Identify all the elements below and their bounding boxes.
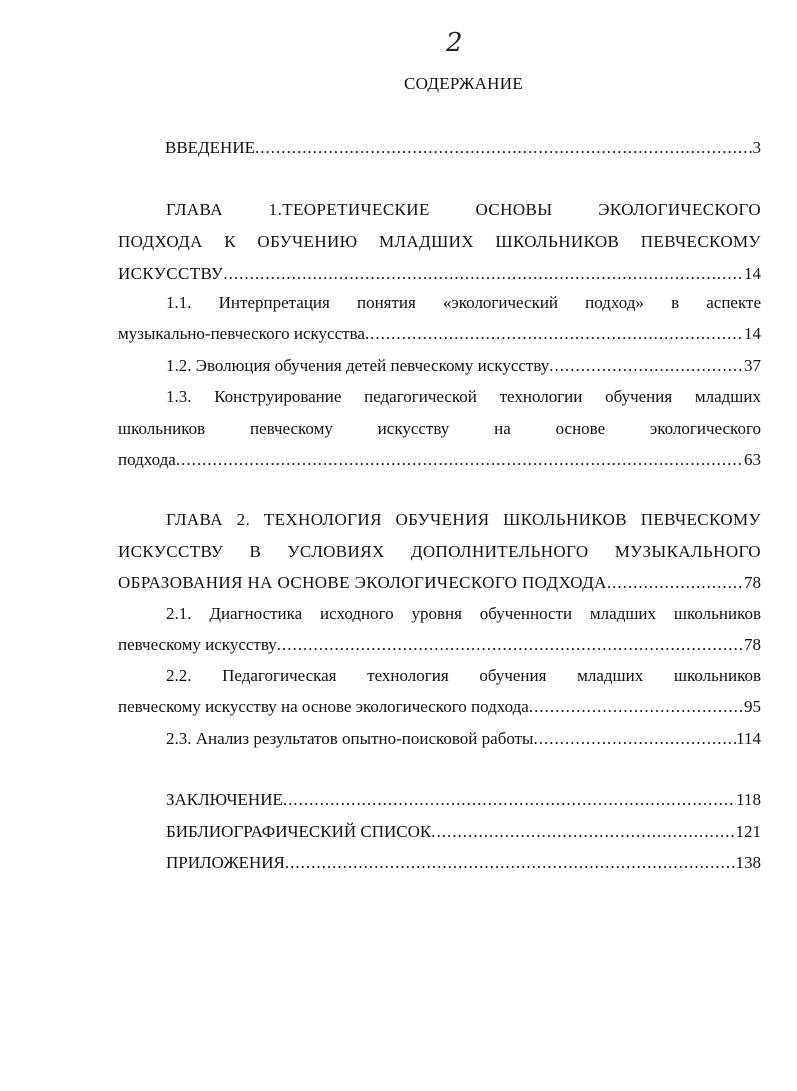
toc-label: певческому искусству [118,635,277,654]
leader-dots [223,262,744,286]
section-line: школьников певческому искусству на основе экологического [118,419,761,438]
leader-dots [285,851,736,875]
page-title: СОДЕРЖАНИЕ [403,74,524,93]
toc-label: ВВЕДЕНИЕ [165,138,255,157]
toc-entry-section-2-2 [118,695,761,719]
toc-entry-conclusion [166,788,761,812]
leader-dots [283,788,736,812]
toc-entry-appendices [166,851,761,875]
toc-label: музыкально-певческого искусства [118,324,365,343]
leader-dots [277,633,744,657]
leader-dots [533,727,736,751]
toc-entry-section-1-1 [118,322,761,346]
toc-page: 114 [736,729,761,748]
toc-label: ПРИЛОЖЕНИЯ [166,853,285,872]
chapter-title-line: ГЛАВА 1.ТЕОРЕТИЧЕСКИЕ ОСНОВЫ ЭКОЛОГИЧЕСКОГО [166,200,761,219]
toc-page: 78 [744,635,761,654]
toc-entry-section-1-2 [166,354,761,378]
section-line: 1.1. Интерпретация понятия «экологический подход» в аспекте [166,293,761,312]
toc-label: подхода [118,450,176,469]
toc-label: ОБРАЗОВАНИЯ НА ОСНОВЕ ЭКОЛОГИЧЕСКОГО ПОДХОДА [118,573,607,592]
section-line: 2.2. Педагогическая технология обучения младших школьников [166,666,761,685]
toc-page: 63 [744,450,761,469]
toc-page: 14 [744,324,761,343]
leader-dots [431,820,735,844]
leader-dots [529,695,744,719]
leader-dots [607,571,744,595]
toc-entry-chapter-1 [118,262,761,286]
chapter-title-line: ПОДХОДА К ОБУЧЕНИЮ МЛАДШИХ ШКОЛЬНИКОВ ПЕВЧЕСКОМУ [118,232,761,251]
toc-page: 95 [744,697,761,716]
toc-label: 1.2. Эволюция обучения детей певческому искусству [166,356,550,375]
toc-page: 3 [752,138,761,157]
toc-entry-chapter-2 [118,571,761,595]
toc-page: 118 [736,790,761,809]
toc-label: 2.3. Анализ результатов опытно-поисковой работы [166,729,534,748]
section-line: 1.3. Конструирование педагогической технологии обучения младших [166,387,761,406]
toc-label: ИСКУССТВУ [118,264,224,283]
chapter-title-line: ИСКУССТВУ В УСЛОВИЯХ ДОПОЛНИТЕЛЬНОГО МУЗЫКАЛЬНОГО [118,542,761,561]
leader-dots [255,136,753,160]
toc-entry-section-2-1 [118,633,761,657]
toc-page: 37 [744,356,761,375]
toc-label: БИБЛИОГРАФИЧЕСКИЙ СПИСОК [166,822,432,841]
toc-page: 138 [735,853,761,872]
leader-dots [549,354,744,378]
toc-page: 121 [735,822,761,841]
toc-entry-section-1-3 [118,448,761,472]
toc-label: ЗАКЛЮЧЕНИЕ [166,790,283,809]
toc-entry-intro [165,136,761,160]
chapter-title-line: ГЛАВА 2. ТЕХНОЛОГИЯ ОБУЧЕНИЯ ШКОЛЬНИКОВ ПЕВЧЕСКОМУ [166,510,761,529]
toc-page: 78 [744,573,761,592]
toc-entry-bibliography [166,820,761,844]
toc-page: 14 [744,264,761,283]
page-number: 2 [446,28,463,58]
toc-label: певческому искусству на основе экологического подхода [118,697,529,716]
toc-entry-section-2-3 [166,727,761,751]
leader-dots [176,448,744,472]
leader-dots [365,322,744,346]
section-line: 2.1. Диагностика исходного уровня обученности младших школьников [166,604,761,623]
